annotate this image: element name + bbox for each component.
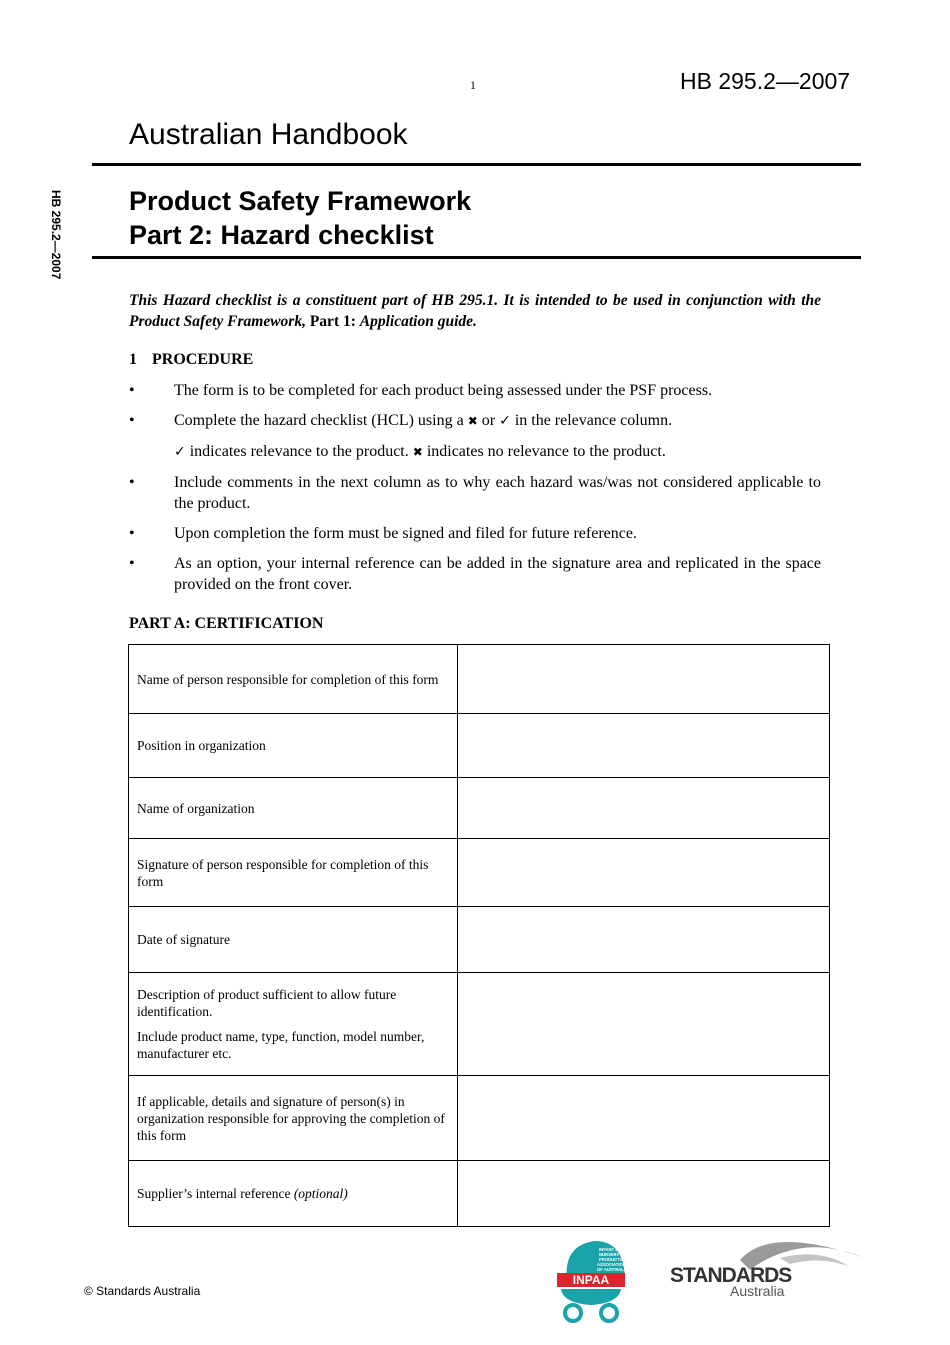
inpaa-small-text: OF AUSTRALIA bbox=[597, 1267, 629, 1272]
section-title: PROCEDURE bbox=[152, 351, 254, 368]
wheel-icon bbox=[565, 1305, 581, 1321]
table-row bbox=[129, 1161, 830, 1227]
row-label: Date of signature bbox=[129, 907, 458, 973]
row-label: If applicable, details and signature of person(s) in organization responsible for approving the completion of this form bbox=[129, 1076, 458, 1161]
inpaa-text: INPAA bbox=[572, 1273, 610, 1287]
row-label: Supplier’s internal reference (optional) bbox=[129, 1161, 458, 1227]
inpaa-logo-graphic bbox=[555, 1237, 631, 1327]
intro-paragraph bbox=[129, 290, 821, 332]
signature-field[interactable] bbox=[457, 839, 829, 907]
inpaa-small-text: ASSOCIATION bbox=[597, 1262, 626, 1267]
pram-body-shape bbox=[561, 1289, 621, 1305]
bullet-icon: • bbox=[129, 474, 135, 491]
page-number: 1 bbox=[470, 78, 476, 92]
position-field[interactable] bbox=[457, 714, 829, 778]
table-row bbox=[129, 778, 830, 839]
bullet-icon: • bbox=[129, 555, 135, 572]
bullet-icon: • bbox=[129, 525, 135, 542]
standards-text: STANDARDS bbox=[670, 1264, 792, 1287]
list-item-text: Include comments in the next column as to why each hazard was/was not considered applicable to the product. bbox=[174, 474, 821, 512]
inpaa-logo bbox=[555, 1237, 631, 1332]
title-line-1: Product Safety Framework bbox=[129, 186, 472, 216]
tick-icon: ✓ bbox=[174, 444, 186, 460]
procedure-list bbox=[129, 380, 821, 604]
date-field[interactable] bbox=[457, 907, 829, 973]
certification-heading: PART A: CERTIFICATION bbox=[129, 615, 324, 632]
title-line-2: Part 2: Hazard checklist bbox=[129, 220, 434, 250]
inpaa-small-text: PRODUCTS bbox=[599, 1257, 623, 1262]
organization-field[interactable] bbox=[457, 778, 829, 839]
table-row bbox=[129, 907, 830, 973]
cross-icon: ✖ bbox=[412, 445, 423, 459]
list-item-text: or bbox=[477, 412, 500, 429]
internal-reference-field[interactable] bbox=[457, 1161, 829, 1227]
list-item-text: The form is to be completed for each product being assessed under the PSF process. bbox=[174, 382, 713, 399]
list-item bbox=[129, 472, 821, 514]
list-item bbox=[129, 410, 821, 463]
section-heading bbox=[129, 351, 253, 369]
table-row bbox=[129, 839, 830, 907]
wheel-icon bbox=[601, 1305, 617, 1321]
cross-icon: ✖ bbox=[467, 414, 478, 428]
product-description-field[interactable] bbox=[457, 973, 829, 1076]
series-title: Australian Handbook bbox=[129, 118, 408, 151]
list-item-text: in the relevance column. bbox=[510, 412, 673, 429]
standards-australia-logo bbox=[670, 1230, 870, 1305]
list-sub-item bbox=[174, 441, 821, 463]
table-row bbox=[129, 1076, 830, 1161]
copyright-notice: © Standards Australia bbox=[84, 1284, 201, 1298]
certification-table bbox=[128, 644, 830, 1227]
bullet-icon: • bbox=[129, 382, 135, 399]
intro-text-2: Part 1: bbox=[305, 313, 360, 330]
list-item-text: Complete the hazard checklist (HCL) using a bbox=[174, 412, 464, 429]
row-label: Signature of person responsible for completion of this form bbox=[129, 839, 458, 907]
tick-icon: ✓ bbox=[499, 413, 511, 429]
inpaa-small-text: INFANT & bbox=[599, 1247, 619, 1252]
divider bbox=[92, 256, 861, 259]
table-row bbox=[129, 973, 830, 1076]
responsible-person-field[interactable] bbox=[457, 645, 829, 714]
list-item-text: As an option, your internal reference can be added in the signature area and replicated in the space provided on the front cover. bbox=[174, 555, 821, 593]
side-tab-code: HB 295.2—2007 bbox=[49, 190, 63, 280]
row-label: Name of person responsible for completion of this form bbox=[129, 645, 458, 714]
divider bbox=[92, 163, 861, 166]
document-code: HB 295.2—2007 bbox=[680, 68, 851, 94]
inpaa-small-text: NURSERY bbox=[599, 1252, 620, 1257]
table-row bbox=[129, 714, 830, 778]
standards-sub-text: Australia bbox=[730, 1283, 785, 1299]
table-row bbox=[129, 645, 830, 714]
bullet-icon: • bbox=[129, 412, 135, 429]
section-number: 1 bbox=[129, 351, 137, 368]
list-item-text: indicates relevance to the product. bbox=[185, 443, 413, 460]
page-title bbox=[129, 184, 471, 252]
row-label: Description of product sufficient to allow future identification. Include product name, type, function, model number, manufacturer etc. bbox=[129, 973, 458, 1076]
list-item bbox=[129, 523, 821, 544]
intro-text-3: Application guide. bbox=[359, 313, 477, 330]
intro-text-1: This Hazard checklist is a constituent part of HB 295.1. It is intended to be used in conjunction with the Product Safety Framework, bbox=[129, 292, 821, 330]
list-item-text: Upon completion the form must be signed and filed for future reference. bbox=[174, 525, 637, 542]
row-label: Position in organization bbox=[129, 714, 458, 778]
list-item-text: indicates no relevance to the product. bbox=[422, 443, 666, 460]
standards-logo-graphic bbox=[670, 1230, 870, 1300]
approver-field[interactable] bbox=[457, 1076, 829, 1161]
list-item bbox=[129, 553, 821, 595]
row-label: Name of organization bbox=[129, 778, 458, 839]
list-item bbox=[129, 380, 821, 401]
